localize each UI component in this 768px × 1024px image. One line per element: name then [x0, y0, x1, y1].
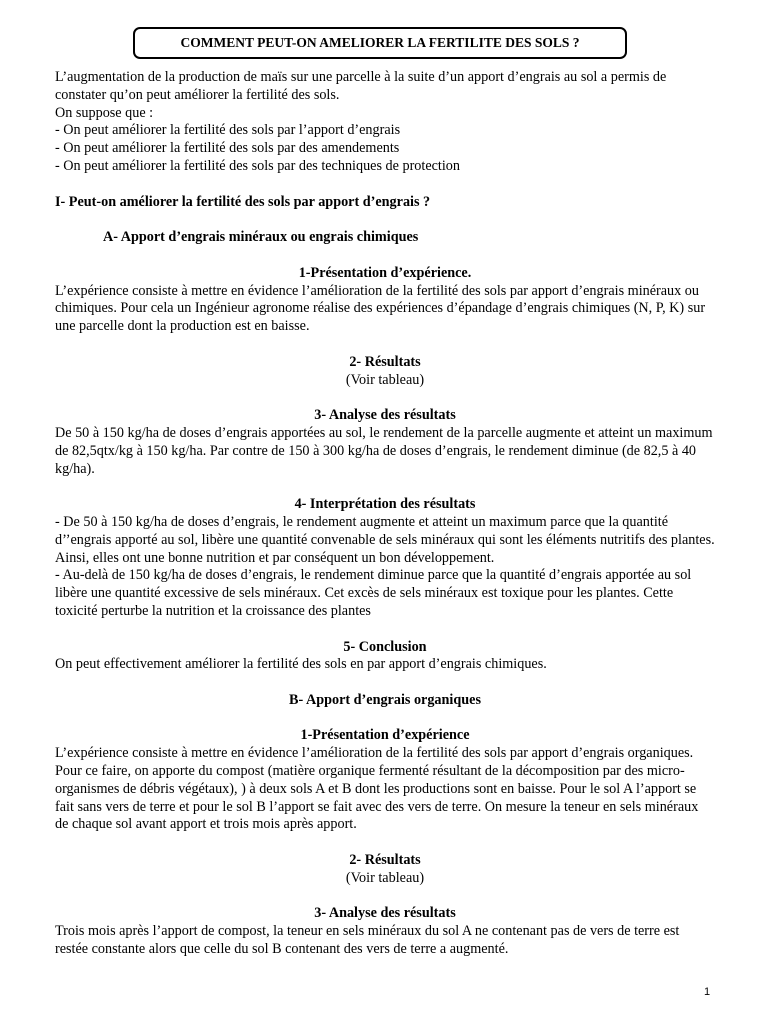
intro-suppose: On suppose que : [55, 104, 154, 121]
b-results-heading: 2- Résultats [349, 852, 421, 869]
a-presentation-text: L’expérience consiste à mettre en évidence l’amélioration de la fertilité des sols par apport d’engrais minéraux ou chimiques. Pour cela un Ingénieur agronome réalise des expériences d’épandage d’engrais chimiques (N, P, K) sur une parcelle dont la production est en baisse. [55, 282, 706, 335]
b-results-text: (Voir tableau) [345, 869, 425, 886]
hypothesis-item: - On peut améliorer la fertilité des sols par des techniques de protection [55, 157, 460, 174]
a-results-heading: 2- Résultats [349, 353, 421, 370]
a-analysis-heading: 3- Analyse des résultats [314, 407, 456, 424]
document-title: COMMENT PEUT-ON AMELIORER LA FERTILITE DES SOLS ? [133, 27, 627, 59]
page-number: 1 [704, 986, 711, 998]
part-b-heading: B- Apport d’engrais organiques [289, 691, 481, 708]
a-conclusion-text: On peut effectivement améliorer la fertilité des sols en par apport d’engrais chimiques. [55, 656, 547, 673]
b-presentation-heading: 1-Présentation d’expérience [300, 727, 470, 744]
a-conclusion-heading: 5- Conclusion [343, 638, 427, 655]
b-presentation-text: L’expérience consiste à mettre en évidence l’amélioration de la fertilité des sols par apport d’engrais organiques. Pour ce faire, on apporte du compost (matière organique fermenté résultant de la décomposition par des micro-organismes de débris végétaux), ) à deux sols A et B dont les productions sont en baisse. Pour le sol A l’apport se fait sans vers de terre et pour le sol B l’apport se fait avec des vers de terre. On mesure la teneur en sels minéraux de chaque sol avant apport et trois mois après apport. [55, 745, 699, 833]
hypothesis-item: - On peut améliorer la fertilité des sols par l’apport d’engrais [55, 122, 401, 139]
hypothesis-item: - On peut améliorer la fertilité des sols par des amendements [55, 140, 400, 157]
section-1-heading: I- Peut-on améliorer la fertilité des sols par apport d’engrais ? [55, 193, 431, 210]
a-analysis-text: De 50 à 150 kg/ha de doses d’engrais apportées au sol, le rendement de la parcelle augmente et atteint un maximum de 82,5qtx/kg à 150 kg/ha. Par contre de 150 à 300 kg/ha de doses d’engrais, le rendement diminue (de 82,5 à 40 kg/ha). [55, 424, 713, 477]
a-interpretation-paragraph: - Au-delà de 150 kg/ha de doses d’engrais, le rendement diminue parce que la quantité d’engrais apportée au sol libère une quantité excessive de sels minéraux. Cet excès de sels minéraux est toxique pour les plantes. Cette toxicité perturbe la nutrition et la croissance des plantes [55, 567, 692, 619]
a-interpretation-paragraph: - De 50 à 150 kg/ha de doses d’engrais, le rendement augmente et atteint un maximum parce que la quantité d’’engrais apporté au sol, libère une quantité convenable de sels minéraux qui sont les éléments nutritifs des plantes. Ainsi, elles ont une bonne nutrition et par conséquent un bon développement. [55, 513, 715, 566]
intro-paragraph: L’augmentation de la production de maïs sur une parcelle à la suite d’un apport d’engrais au sol a permis de constater qu’on peut améliorer la fertilité des sols. [55, 69, 667, 103]
b-analysis-heading: 3- Analyse des résultats [314, 905, 456, 922]
part-a-heading: A- Apport d’engrais minéraux ou engrais chimiques [103, 229, 419, 246]
a-presentation-heading: 1-Présentation d’expérience. [298, 264, 472, 281]
document-body [55, 69, 715, 959]
a-results-text: (Voir tableau) [345, 371, 425, 388]
b-analysis-text: Trois mois après l’apport de compost, la teneur en sels minéraux du sol A ne contenant pas de vers de terre est restée constante alors que celle du sol B contenant des vers de terre a augmenté. [55, 923, 680, 958]
a-interpretation-heading: 4- Interprétation des résultats [294, 496, 476, 513]
